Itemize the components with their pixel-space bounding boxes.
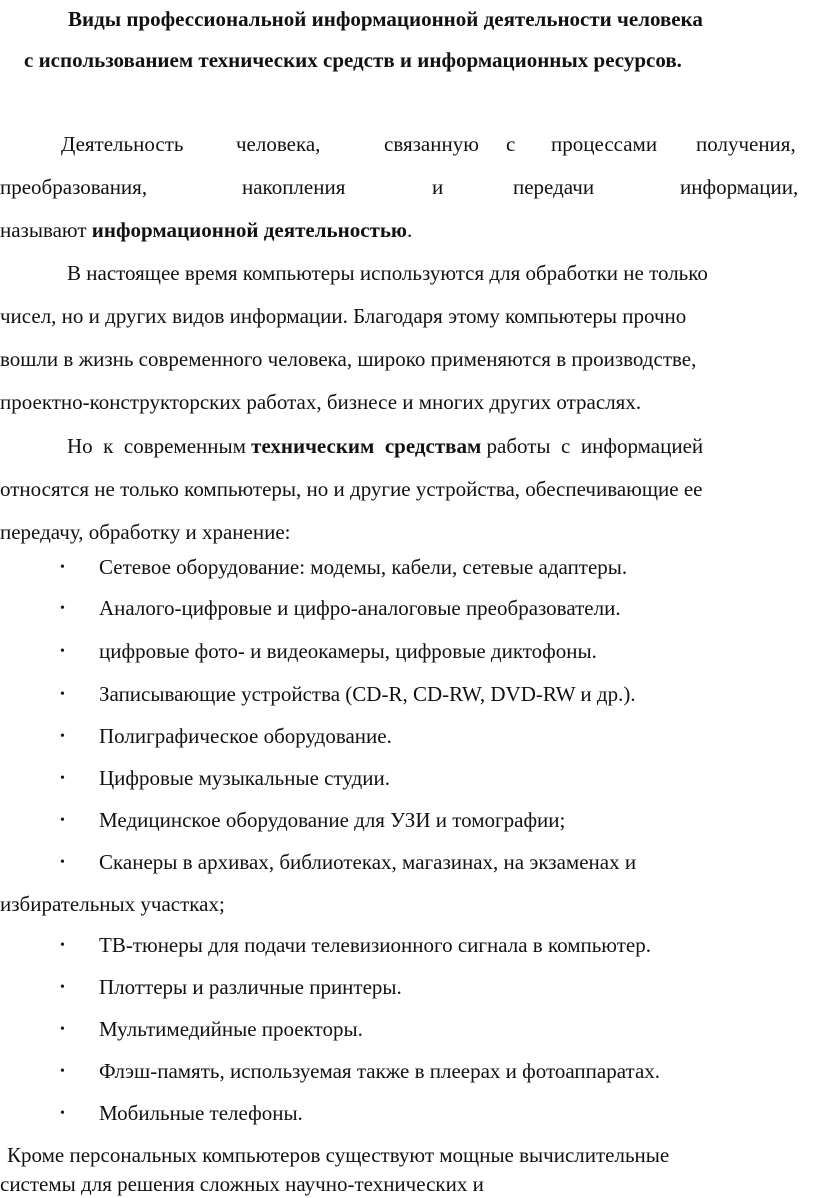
- list-item: Флэш-память, используемая также в плеерах и фотоаппаратах.: [99, 1059, 661, 1083]
- bullet-icon: •: [60, 601, 65, 616]
- intro-line-3: [0, 216, 412, 244]
- list-item: Сетевое оборудование: модемы, кабели, сетевые адаптеры.: [99, 555, 628, 579]
- para3-line-2: относятся не только компьютеры, но и другие устройства, обеспечивающие ее: [0, 477, 703, 501]
- intro-text: называют: [0, 218, 92, 242]
- para4-line-2: системы для решения сложных научно-технических и: [0, 1172, 484, 1196]
- bullet-icon: •: [60, 729, 65, 744]
- bullet-icon: •: [60, 644, 65, 659]
- intro-word: преобразования,: [0, 175, 148, 199]
- intro-word: информации,: [680, 175, 799, 199]
- intro-word: с: [506, 132, 516, 156]
- bullet-icon: •: [60, 813, 65, 828]
- term-informational-activity: информационной деятельностью: [91, 218, 407, 242]
- bullet-icon: •: [60, 1064, 65, 1079]
- list-item: Сканеры в архивах, библиотеках, магазинах, на экзаменах и: [99, 850, 637, 874]
- para2-line-4: проектно-конструкторских работах, бизнесе и многих других отраслях.: [0, 390, 642, 414]
- para2-line-1: В настоящее время компьютеры используются для обработки не только: [67, 261, 708, 285]
- bullet-icon: •: [60, 687, 65, 702]
- page-title-line-2: с использованием технических средств и информационных ресурсов.: [24, 48, 682, 72]
- intro-text: .: [406, 218, 413, 242]
- list-item-continuation: избирательных участках;: [0, 892, 225, 916]
- list-item: Мобильные телефоны.: [99, 1101, 303, 1125]
- intro-word: получения,: [696, 132, 796, 156]
- list-item: Аналого-цифровые и цифро-аналоговые преобразователи.: [99, 596, 621, 620]
- para3-text: Но к современным: [67, 434, 252, 458]
- intro-word: человека,: [236, 132, 321, 156]
- intro-word: Деятельность: [61, 132, 184, 156]
- bullet-icon: •: [60, 938, 65, 953]
- intro-word: передачи: [513, 175, 595, 199]
- list-item: цифровые фото- и видеокамеры, цифровые диктофоны.: [99, 639, 597, 663]
- intro-word: связанную: [384, 132, 479, 156]
- list-item: Полиграфическое оборудование.: [99, 724, 392, 748]
- list-item: Плоттеры и различные принтеры.: [99, 975, 402, 999]
- bullet-icon: •: [60, 855, 65, 870]
- para4-line-1: Кроме персональных компьютеров существуют мощные вычислительные: [7, 1143, 670, 1167]
- para2-line-2: чисел, но и других видов информации. Благодаря этому компьютеры прочно: [0, 304, 687, 328]
- intro-word: и: [432, 175, 444, 199]
- bullet-icon: •: [60, 1022, 65, 1037]
- bullet-icon: •: [60, 560, 65, 575]
- para2-line-3: вошли в жизнь современного человека, широко применяются в производстве,: [0, 347, 697, 371]
- bullet-icon: •: [60, 771, 65, 786]
- bullet-icon: •: [60, 980, 65, 995]
- list-item: Медицинское оборудование для УЗИ и томографии;: [99, 808, 566, 832]
- bullet-icon: •: [60, 1106, 65, 1121]
- list-item: Мультимедийные проекторы.: [99, 1017, 363, 1041]
- list-item: Записывающие устройства (CD-R, CD-RW, DVD-RW и др.).: [99, 682, 636, 706]
- list-item: ТВ-тюнеры для подачи телевизионного сигнала в компьютер.: [99, 933, 651, 957]
- page-title-line-1: Виды профессиональной информационной деятельности человека: [68, 7, 703, 31]
- para3-line-3: передачу, обработку и хранение:: [0, 520, 291, 544]
- term-technical-means: техническим средствам: [251, 434, 482, 458]
- para3-line-1: [67, 432, 703, 460]
- intro-word: накопления: [242, 175, 346, 199]
- list-item: Цифровые музыкальные студии.: [99, 766, 390, 790]
- para3-text: работы с информацией: [481, 434, 704, 458]
- intro-word: процессами: [551, 132, 658, 156]
